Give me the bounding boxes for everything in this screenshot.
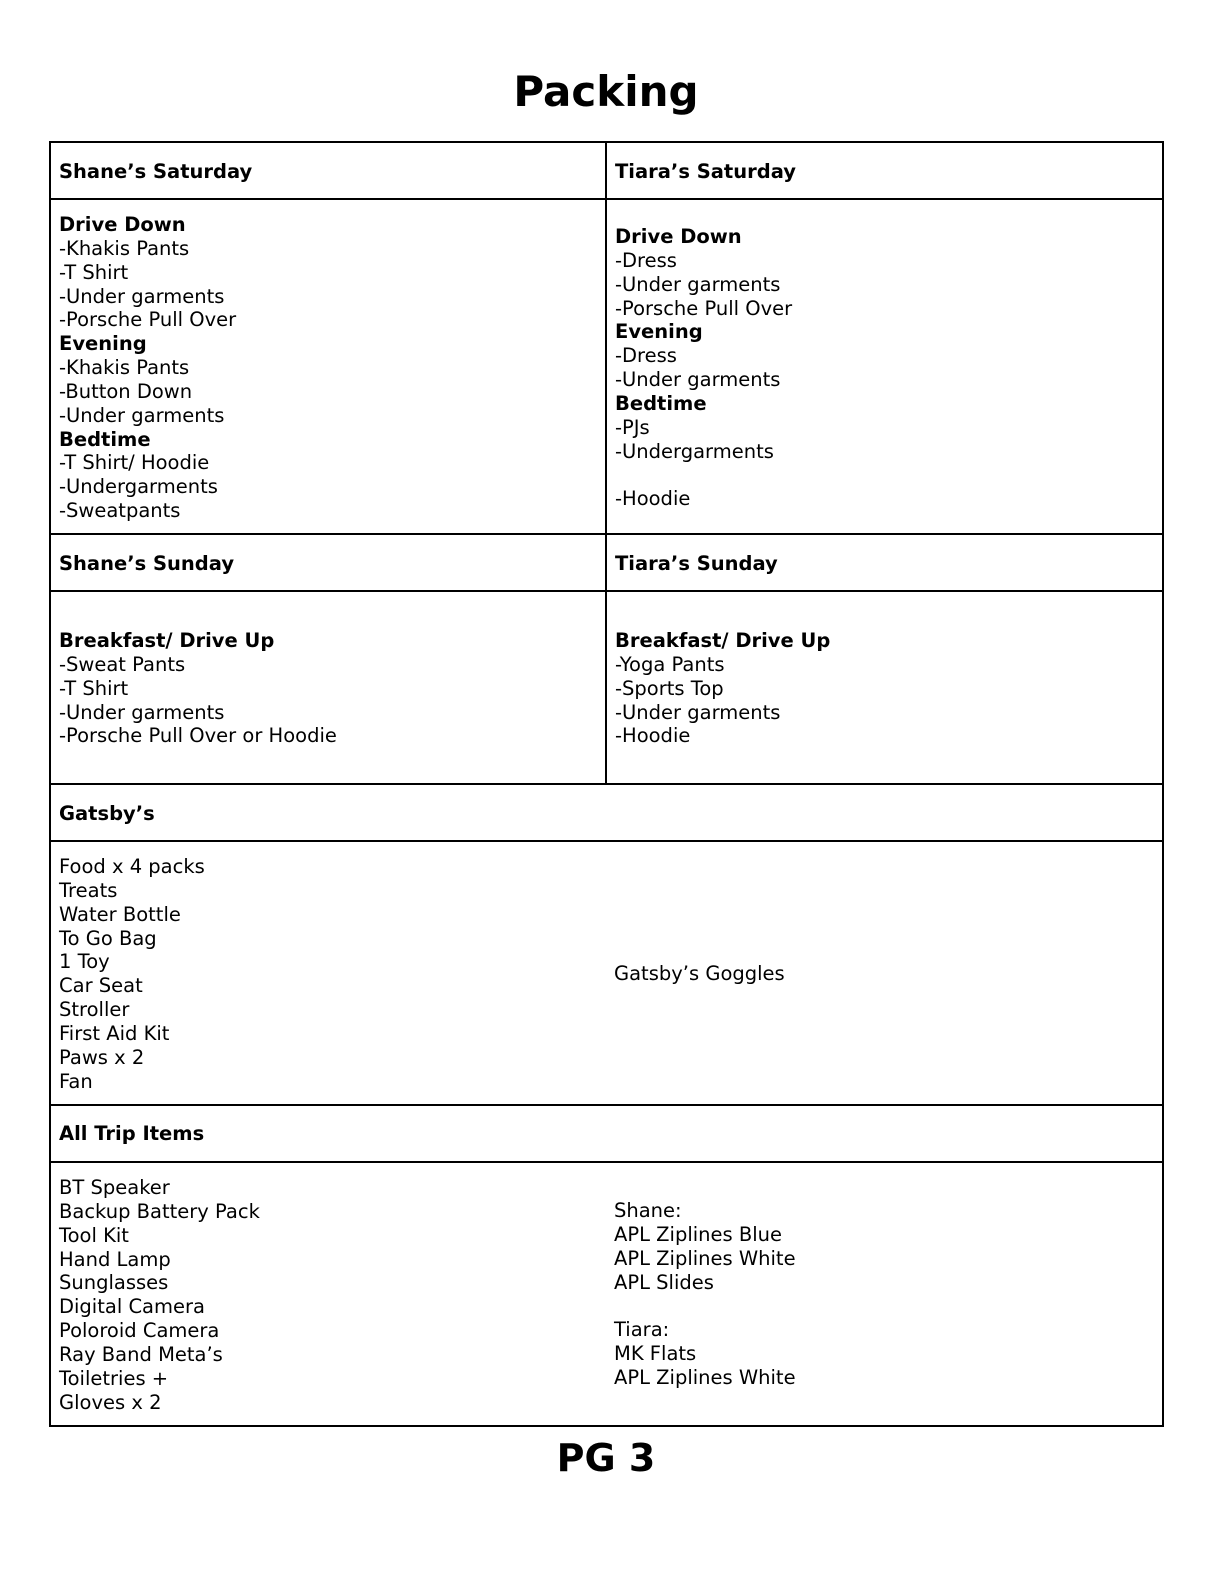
- subheading: Bedtime: [615, 391, 707, 415]
- list-item: -Undergarments: [615, 439, 774, 463]
- gatsby-extra-list: [605, 962, 785, 986]
- list-item: Hand Lamp: [59, 1247, 171, 1271]
- list-item: Tool Kit: [59, 1223, 129, 1247]
- all-trip-items-list: [50, 1176, 260, 1414]
- list-item: -Khakis Pants: [59, 236, 190, 260]
- all-trip-header: All Trip Items: [59, 1122, 205, 1145]
- subheading: Evening: [615, 320, 703, 344]
- tiara-saturday-list: [606, 225, 792, 511]
- tiara-saturday-header: Tiara’s Saturday: [615, 160, 796, 183]
- list-item: -Under garments: [615, 368, 781, 392]
- list-item: First Aid Kit: [59, 1021, 170, 1045]
- list-item: Car Seat: [59, 974, 143, 998]
- list-item: -Dress: [615, 248, 677, 272]
- list-item: Toiletries +: [59, 1366, 169, 1390]
- subheading: Bedtime: [59, 427, 151, 451]
- list-item: Stroller: [59, 998, 130, 1022]
- list-item: -Dress: [615, 344, 677, 368]
- list-item: -Sweat Pants: [59, 652, 186, 676]
- row-divider: [49, 1161, 1164, 1163]
- list-item: Poloroid Camera: [59, 1319, 220, 1343]
- list-item: -Hoodie: [615, 724, 691, 748]
- list-item: -Under garments: [615, 700, 781, 724]
- list-item: -T Shirt: [59, 676, 129, 700]
- tiara-sunday-list: [606, 629, 830, 748]
- list-item: Paws x 2: [59, 1045, 145, 1069]
- list-item: Water Bottle: [59, 902, 181, 926]
- shane-sunday-header: Shane’s Sunday: [59, 552, 235, 575]
- list-item: APL Ziplines Blue: [614, 1222, 783, 1246]
- list-item: Shane:: [614, 1199, 682, 1222]
- list-item: Backup Battery Pack: [59, 1199, 260, 1223]
- all-trip-shoes-list: [605, 1199, 796, 1390]
- list-item: APL Ziplines White: [614, 1246, 796, 1270]
- list-item: -PJs: [615, 415, 650, 439]
- list-item: Digital Camera: [59, 1295, 205, 1319]
- subheading: Drive Down: [59, 213, 186, 236]
- list-item: -Sports Top: [615, 676, 724, 700]
- list-item: -Khakis Pants: [59, 356, 190, 380]
- list-item: -Button Down: [59, 379, 193, 403]
- subheading: Drive Down: [615, 225, 742, 248]
- list-item: Sunglasses: [59, 1271, 169, 1295]
- shane-saturday-header: Shane’s Saturday: [59, 160, 253, 183]
- row-divider: [49, 840, 1164, 842]
- list-item: -Porsche Pull Over: [615, 296, 793, 320]
- page-number: PG 3: [556, 1436, 656, 1480]
- list-item: -Porsche Pull Over or Hoodie: [59, 724, 337, 748]
- list-item: Tiara:: [614, 1318, 670, 1342]
- shane-saturday-list: [50, 213, 236, 523]
- tiara-sunday-header: Tiara’s Sunday: [615, 552, 778, 575]
- list-item: [615, 463, 792, 487]
- gatsby-header: Gatsby’s: [59, 802, 155, 825]
- list-item: Ray Band Meta’s: [59, 1342, 223, 1366]
- list-item: APL Slides: [614, 1270, 714, 1294]
- list-item: Fan: [59, 1069, 93, 1093]
- subheading: Evening: [59, 332, 147, 356]
- list-item: 1 Toy: [59, 950, 110, 974]
- list-item: -Porsche Pull Over: [59, 308, 237, 332]
- list-item: -Under garments: [59, 403, 225, 427]
- list-item: [614, 1294, 796, 1318]
- row-divider: [49, 1104, 1164, 1106]
- page-title: Packing: [513, 67, 699, 116]
- list-item: -Sweatpants: [59, 499, 181, 523]
- list-item: BT Speaker: [59, 1176, 170, 1199]
- list-item: -Undergarments: [59, 475, 218, 499]
- list-item: -Hoodie: [615, 487, 691, 511]
- list-item: MK Flats: [614, 1342, 697, 1366]
- shane-sunday-list: [50, 629, 337, 748]
- subheading: Breakfast/ Drive Up: [615, 629, 831, 652]
- list-item: -Under garments: [59, 284, 225, 308]
- gatsby-items-list: [50, 855, 205, 1093]
- list-item: -Under garments: [615, 272, 781, 296]
- list-item: -Yoga Pants: [615, 652, 725, 676]
- list-item: Treats: [59, 878, 118, 902]
- subheading: Breakfast/ Drive Up: [59, 629, 275, 652]
- list-item: Gatsby’s Goggles: [614, 962, 785, 985]
- list-item: Gloves x 2: [59, 1390, 162, 1414]
- list-item: -Under garments: [59, 700, 225, 724]
- list-item: Food x 4 packs: [59, 855, 205, 878]
- list-item: To Go Bag: [59, 926, 157, 950]
- list-item: APL Ziplines White: [614, 1365, 796, 1389]
- list-item: -T Shirt/ Hoodie: [59, 451, 210, 475]
- list-item: -T Shirt: [59, 260, 129, 284]
